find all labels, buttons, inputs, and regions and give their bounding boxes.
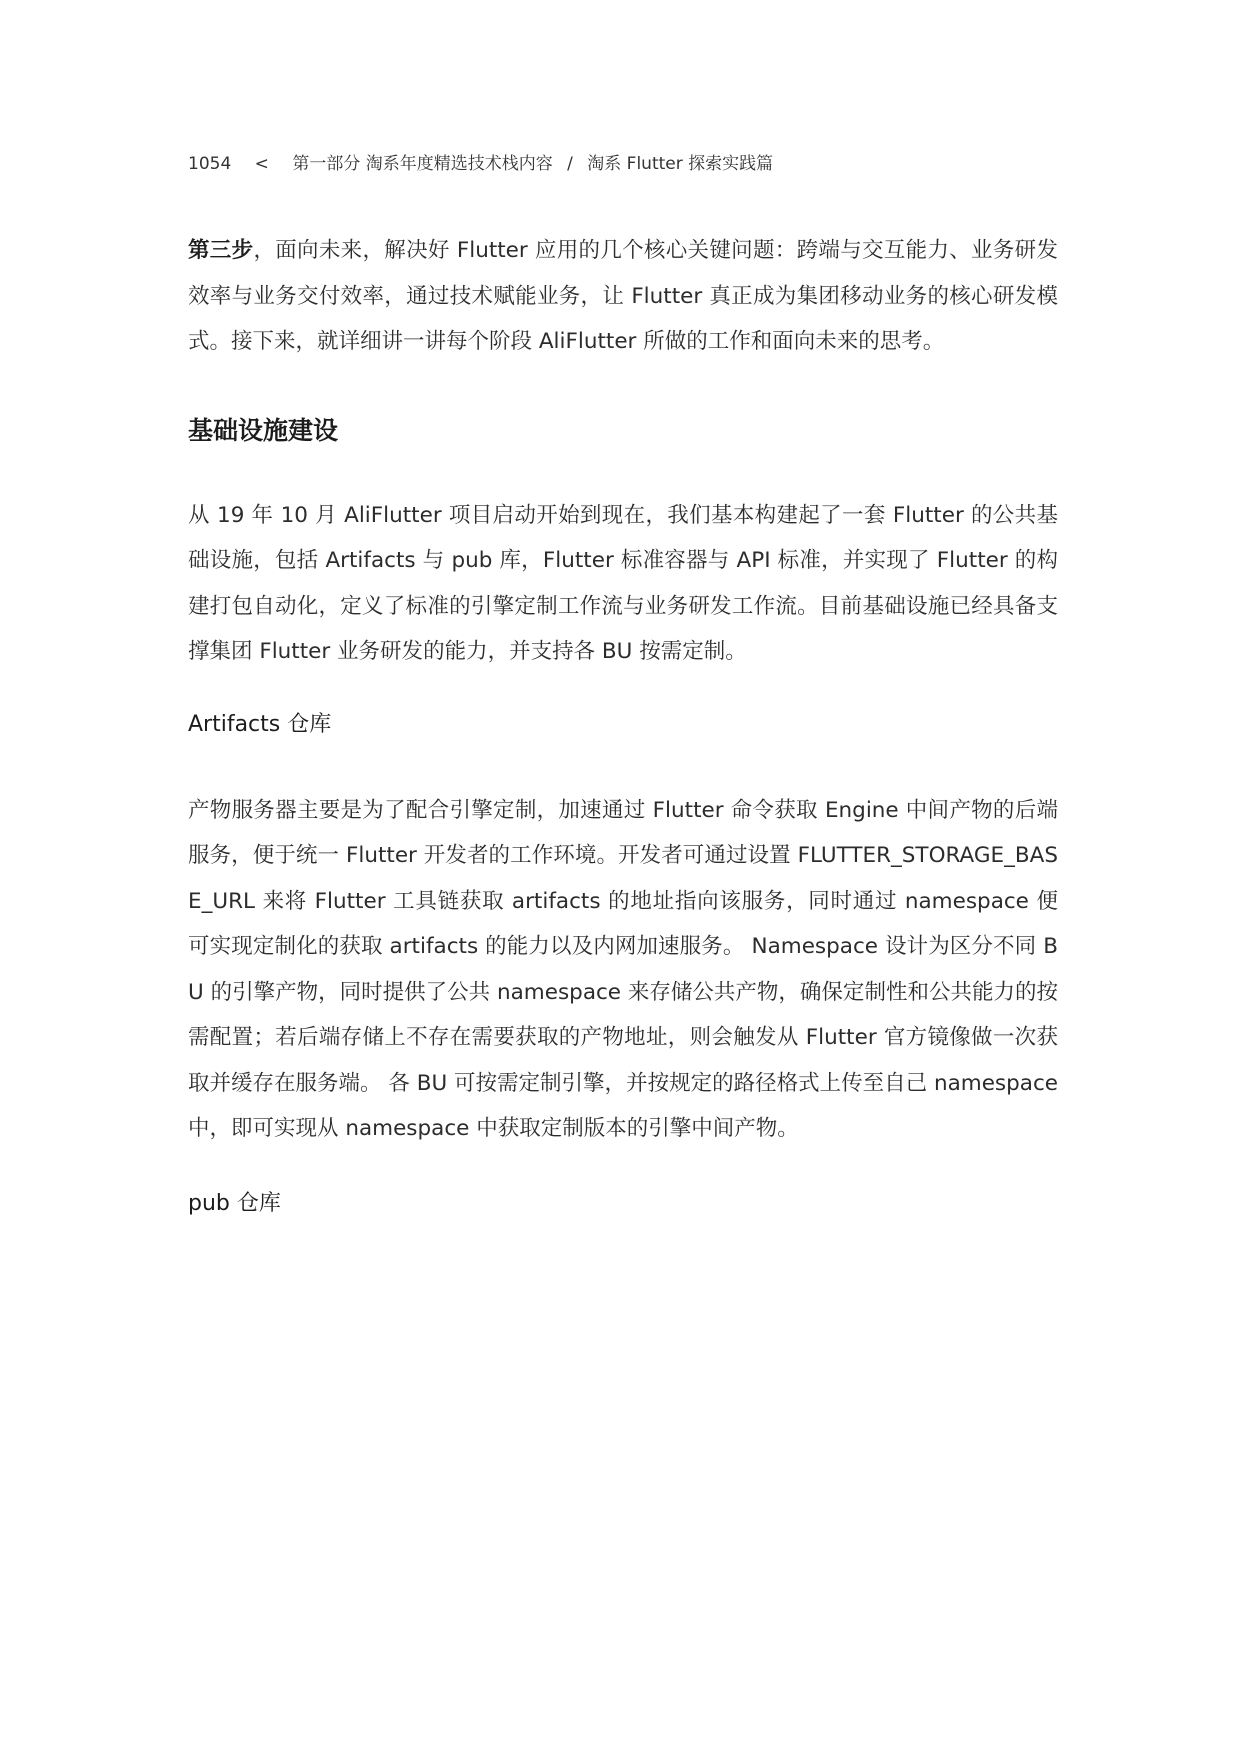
infrastructure-paragraph: 从 19 年 10 月 AliFlutter 项目启动开始到现在，我们基本构建起了一套 Flutter 的公共基础设施，包括 Artifacts 与 pub 库，Flutter 标准容器与 API 标准，并实现了 Flutter 的构建打包自动化，定义了标准的引擎定制工作流与业务研发工作流。目前基础设施已经具备支撑集团 Flutter 业务研发的能力，并支持各 BU 按需定制。 [188, 502, 1058, 664]
main-content [188, 228, 1058, 1222]
step3-label: 第三步 [188, 238, 254, 263]
header-slash: / [567, 154, 573, 174]
section-title-pub: pub 仓库 [188, 1190, 281, 1216]
step3-text: ，面向未来，解决好 Flutter 应用的几个核心关键问题：跨端与交互能力、业务研发效率与业务交付效率，通过技术赋能业务，让 Flutter 真正成为集团移动业务的核心研发模式。接下来，就详细讲一讲每个阶段 AliFlutter 所做的工作和面向未来的思考。 [188, 238, 1058, 354]
header-chapter-title: 淘系 Flutter 探索实践篇 [587, 154, 774, 174]
page-number: 1054 [188, 154, 232, 174]
header-separator: < [254, 154, 269, 174]
section-title-artifacts: Artifacts 仓库 [188, 711, 332, 737]
section-title-infrastructure: 基础设施建设 [188, 415, 339, 445]
running-header [188, 150, 773, 178]
step3-paragraph [188, 228, 1058, 365]
header-part-title: 第一部分 淘系年度精选技术栈内容 [292, 154, 553, 174]
artifacts-paragraph: 产物服务器主要是为了配合引擎定制，加速通过 Flutter 命令获取 Engine 中间产物的后端服务，便于统一 Flutter 开发者的工作环境。开发者可通过设置 FLUTTER_STORAGE_BASE_URL 来将 Flutter 工具链获取 artifacts 的地址指向该服务，同时通过 namespace 便可实现定制化的获取 artifacts 的能力以及内网加速服务。 Namespace 设计为区分不同 BU 的引擎产物，同时提供了公共 namespace 来存储公共产物，确保定制性和公共能力的按需配置；若后端存储上不存在需要获取的产物地址，则会触发从 Flutter 官方镜像做一次获取并缓存在服务端。 各 BU 可按需定制引擎，并按规定的路径格式上传至自己 namespace 中，即可实现从 namespace 中获取定制版本的引擎中间产物。 [188, 797, 1058, 1141]
